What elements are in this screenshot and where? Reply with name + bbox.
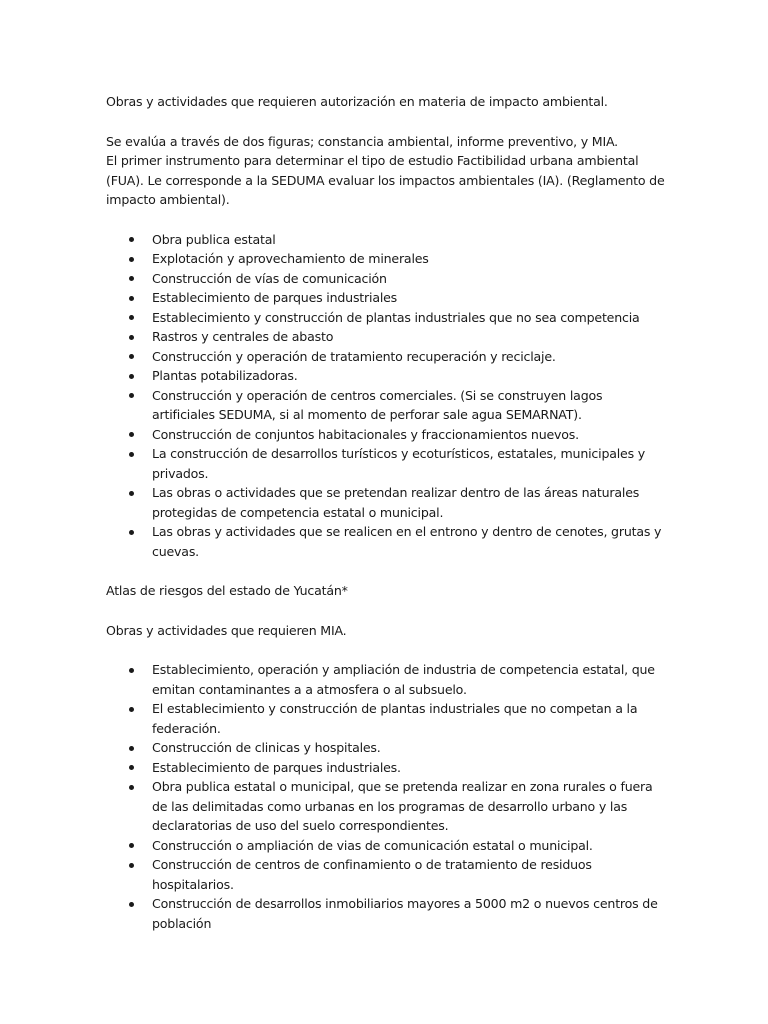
list-item-text: Obra publica estatal <box>152 231 276 247</box>
list-item-text: La construcción de desarrollos turísticos y ecoturísticos, estatales, municipales y privados. <box>152 446 646 481</box>
intro-line: Se evalúa a través de dos figuras; constancia ambiental, informe preventivo, y MIA. <box>106 133 618 149</box>
list-item-text: Construcción de centros de confinamiento o de tratamiento de residuos hospitalarios. <box>152 857 592 892</box>
bullet-icon <box>129 765 134 770</box>
bullet-icon <box>129 335 134 340</box>
bullet-icon <box>129 315 134 320</box>
bullet-icon <box>129 707 134 712</box>
list-item <box>106 269 666 289</box>
intro-paragraph: El primer instrumento para determinar el tipo de estudio Factibilidad urbana ambiental (FUA). Le corresponde a la SEDUMA evaluar los impactos ambientales (IA). (Reglamento de impacto ambiental). <box>106 153 665 207</box>
list-item-text: Construcción y operación de tratamiento recuperación y reciclaje. <box>152 348 556 364</box>
heading-mia: Obras y actividades que requieren MIA. <box>106 622 347 638</box>
list-item-text: Explotación y aprovechamiento de minerales <box>152 251 429 266</box>
list-item <box>106 522 666 561</box>
list-item <box>106 777 666 836</box>
list-item <box>106 836 666 856</box>
list-item-text: Establecimiento y construcción de plantas industriales que no sea competencia <box>152 309 640 325</box>
list-item-text: Obra publica estatal o municipal, que se pretenda realizar en zona rurales o fuera de las delimitadas como urbanas en los programas de desarrollo urbano y las declaratorias de uso del suelo correspondientes. <box>152 779 653 833</box>
atlas-line: Atlas de riesgos del estado de Yucatán* <box>106 583 348 598</box>
bullet-icon <box>129 296 134 301</box>
bullet-icon <box>129 257 134 262</box>
bullet-icon <box>129 354 134 359</box>
list-item <box>106 660 666 699</box>
bullet-icon <box>129 432 134 437</box>
list-item <box>106 249 666 269</box>
list-item <box>106 308 666 328</box>
heading-autorizacion: Obras y actividades que requieren autorización en materia de impacto ambiental. <box>106 94 608 109</box>
bullet-icon <box>129 785 134 790</box>
bullet-icon <box>129 276 134 281</box>
list-item <box>106 327 666 347</box>
bullet-icon <box>129 374 134 379</box>
list-item <box>106 483 666 522</box>
list-mia <box>106 660 666 933</box>
bullet-icon <box>129 452 134 457</box>
list-item-text: Construcción de clinicas y hospitales. <box>152 740 381 755</box>
list-item <box>106 288 666 308</box>
list-item-text: Establecimiento, operación y ampliación de industria de competencia estatal, que emitan contaminantes a a atmosfera o al subsuelo. <box>152 662 655 697</box>
list-item-text: Construcción de desarrollos inmobiliarios mayores a 5000 m2 o nuevos centros de población <box>152 896 658 931</box>
list-item-text: Las obras y actividades que se realicen en el entrono y dentro de cenotes, grutas y cuevas. <box>152 524 662 559</box>
list-item <box>106 230 666 250</box>
bullet-icon <box>129 393 134 398</box>
list-item <box>106 366 666 386</box>
list-item <box>106 855 666 894</box>
bullet-icon <box>129 668 134 673</box>
bullet-icon <box>129 491 134 496</box>
list-item <box>106 758 666 778</box>
list-item-text: Construcción o ampliación de vias de comunicación estatal o municipal. <box>152 837 593 853</box>
list-item-text: Plantas potabilizadoras. <box>152 368 298 383</box>
list-item <box>106 386 666 425</box>
document-page <box>106 92 666 933</box>
list-item <box>106 347 666 367</box>
list-item-text: Rastros y centrales de abasto <box>152 329 334 344</box>
list-item-text: Construcción de conjuntos habitacionales y fraccionamientos nuevos. <box>152 426 579 442</box>
list-item <box>106 894 666 933</box>
bullet-icon <box>129 863 134 868</box>
list-item <box>106 425 666 445</box>
bullet-icon <box>129 530 134 535</box>
list-item-text: Construcción de vías de comunicación <box>152 270 387 286</box>
list-item <box>106 699 666 738</box>
list-item-text: Las obras o actividades que se pretendan realizar dentro de las áreas naturales protegidas de competencia estatal o municipal. <box>152 485 640 520</box>
bullet-icon <box>129 902 134 907</box>
list-item-text: Establecimiento de parques industriales <box>152 290 398 305</box>
bullet-icon <box>129 843 134 848</box>
list-item-text: Construcción y operación de centros comerciales. (Si se construyen lagos artificiales SEDUMA, si al momento de perforar sale agua SEMARNAT). <box>152 387 603 422</box>
list-autorizacion <box>106 230 666 562</box>
list-item <box>106 738 666 758</box>
bullet-icon <box>129 237 134 242</box>
list-item <box>106 444 666 483</box>
list-item-text: Establecimiento de parques industriales. <box>152 759 401 775</box>
list-item-text: El establecimiento y construcción de plantas industriales que no competan a la federación. <box>152 701 638 736</box>
bullet-icon <box>129 746 134 751</box>
